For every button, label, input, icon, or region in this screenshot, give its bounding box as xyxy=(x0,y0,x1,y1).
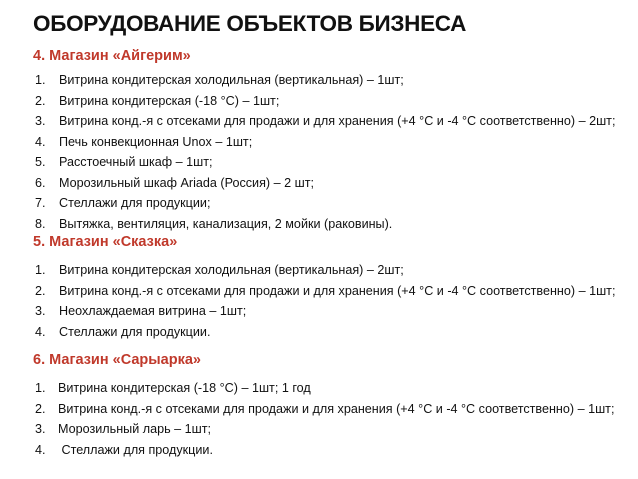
list-item xyxy=(35,70,615,91)
item-number: 4. xyxy=(35,134,46,149)
item-text: Стеллажи для продукции. xyxy=(59,324,211,339)
item-text: Морозильный ларь – 1шт; xyxy=(58,422,212,436)
list-item xyxy=(35,132,615,153)
equipment-list-saryarka xyxy=(35,378,614,460)
list-item xyxy=(35,91,615,112)
section-heading-skazka: 5. Магазин «Сказка» xyxy=(33,234,178,250)
item-number: 2. xyxy=(35,93,46,108)
item-text: Витрина конд.-я с отсеками для продажи и для хранения (+4 °С и -4 °С соответственно) – 1шт; xyxy=(59,283,616,298)
list-item xyxy=(35,193,615,214)
item-text: Печь конвекционная Unox – 1шт; xyxy=(59,134,253,149)
list-item xyxy=(35,111,615,132)
item-text: Витрина кондитерская холодильная (вертикальная) – 2шт; xyxy=(59,263,404,277)
list-item xyxy=(35,152,615,173)
list-item xyxy=(35,301,615,322)
item-number: 3. xyxy=(35,422,46,436)
list-item xyxy=(35,440,614,461)
item-text: Вытяжка, вентиляция, канализация, 2 мойки (раковины). xyxy=(59,216,393,231)
item-text: Витрина кондитерская (-18 °С) – 1шт; 1 год xyxy=(58,381,311,395)
list-item xyxy=(35,378,614,399)
list-item xyxy=(35,281,615,302)
item-text: Витрина кондитерская (-18 °С) – 1шт; xyxy=(59,93,280,108)
page-title: ОБОРУДОВАНИЕ ОБЪЕКТОВ БИЗНЕСА xyxy=(33,11,467,36)
item-text: Неохлаждаемая витрина – 1шт; xyxy=(59,304,247,318)
item-number: 3. xyxy=(35,114,46,128)
section-heading-saryarka: 6. Магазин «Сарыарка» xyxy=(33,352,201,368)
item-text: Расстоечный шкаф – 1шт; xyxy=(59,155,213,169)
list-item xyxy=(35,399,614,420)
item-text: Витрина конд.-я с отсеками для продажи и для хранения (+4 °С и -4 °С соответственно) – 1шт; xyxy=(58,401,615,416)
list-item xyxy=(35,419,614,440)
item-number: 8. xyxy=(35,216,46,231)
item-text: Витрина конд.-я с отсеками для продажи и для хранения (+4 °С и -4 °С соответственно) – 2шт; xyxy=(59,114,616,128)
item-number: 2. xyxy=(35,401,46,416)
list-item xyxy=(35,260,615,281)
equipment-list-aigerim xyxy=(35,70,615,234)
item-number: 3. xyxy=(35,304,46,318)
item-number: 4. xyxy=(35,324,46,339)
item-number: 5. xyxy=(35,155,46,169)
list-item xyxy=(35,322,615,343)
item-text: Морозильный шкаф Ariada (Россия) – 2 шт; xyxy=(59,175,314,190)
item-number: 4. xyxy=(35,442,46,457)
equipment-list-skazka xyxy=(35,260,615,342)
item-number: 1. xyxy=(35,73,46,87)
list-item xyxy=(35,173,615,194)
item-number: 2. xyxy=(35,283,46,298)
item-number: 6. xyxy=(35,175,46,190)
item-text: Витрина кондитерская холодильная (вертикальная) – 1шт; xyxy=(59,73,404,87)
item-number: 1. xyxy=(35,263,46,277)
item-text: Стеллажи для продукции; xyxy=(59,196,211,210)
list-item xyxy=(35,214,615,235)
item-text: Стеллажи для продукции. xyxy=(58,442,213,457)
item-number: 1. xyxy=(35,381,46,395)
section-heading-aigerim: 4. Магазин «Айгерим» xyxy=(33,48,191,64)
item-number: 7. xyxy=(35,196,46,210)
